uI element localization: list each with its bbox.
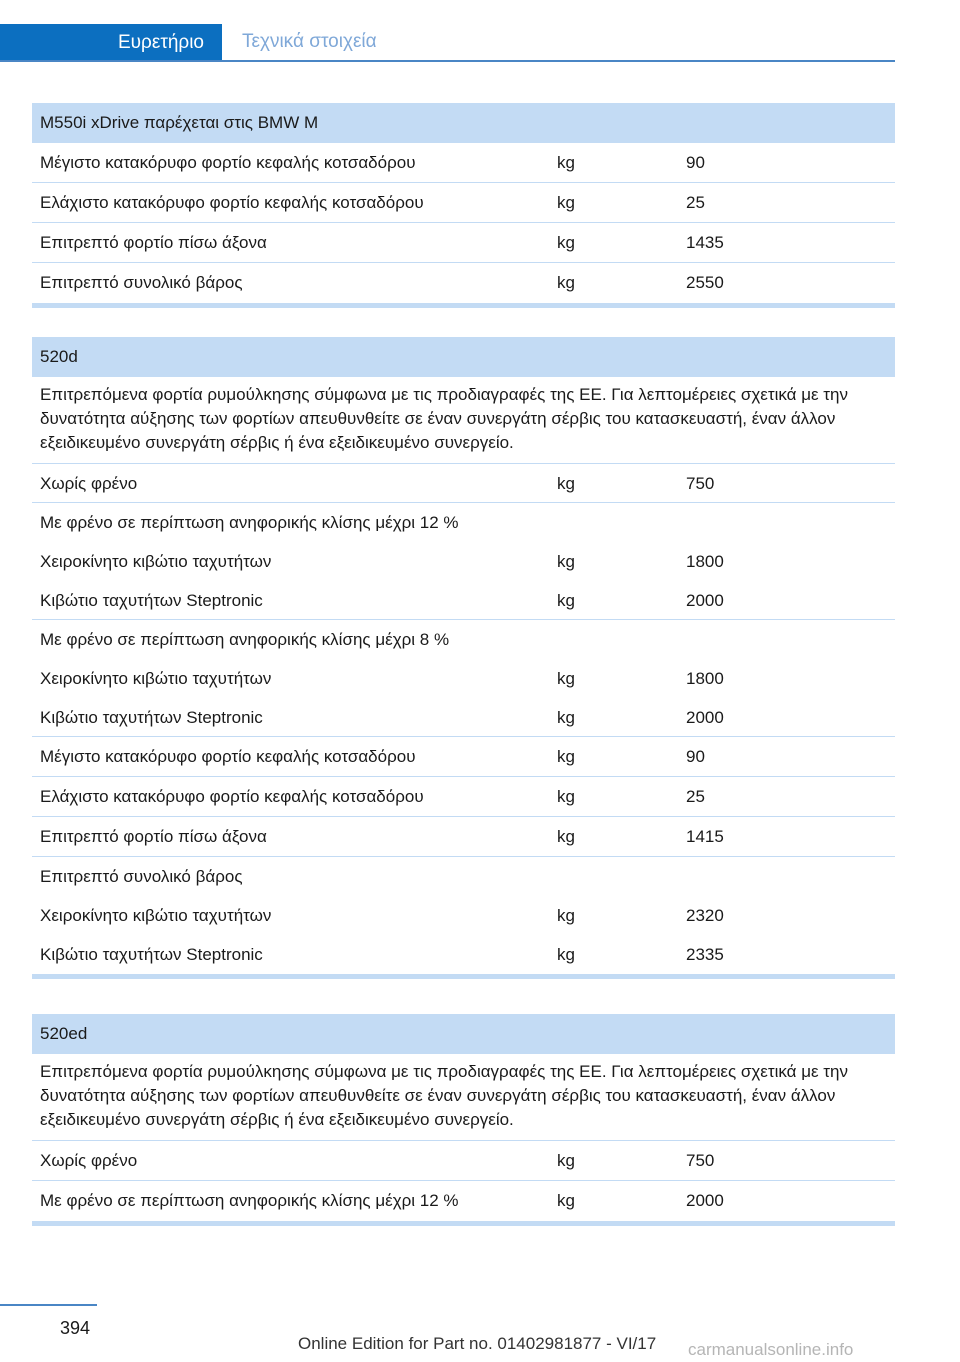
table-row bbox=[32, 737, 895, 777]
table-row bbox=[32, 581, 895, 620]
spec-table-520ed bbox=[32, 1014, 895, 1226]
table-row bbox=[32, 223, 895, 263]
table-header: M550i xDrive παρέχεται στις BMW M bbox=[32, 103, 895, 143]
row-unit: kg bbox=[557, 669, 575, 688]
row-label: Ελάχιστο κατακόρυφο φορτίο κεφαλής κοτσαδόρου bbox=[40, 787, 424, 806]
row-label: Χειροκίνητο κιβώτιο ταχυτήτων bbox=[40, 906, 272, 925]
row-label: Επιτρεπτό συνολικό βάρος bbox=[40, 867, 243, 886]
watermark: carmanualsonline.info bbox=[688, 1340, 854, 1359]
row-value: 1800 bbox=[686, 552, 724, 571]
row-unit: kg bbox=[557, 1191, 575, 1210]
row-unit: kg bbox=[557, 552, 575, 571]
edition-text: Online Edition for Part no. 01402981877 - VI/17 bbox=[298, 1334, 657, 1353]
table-row bbox=[32, 464, 895, 503]
row-value: 2000 bbox=[686, 1191, 724, 1210]
row-value: 1435 bbox=[686, 233, 724, 252]
row-label: Χωρίς φρένο bbox=[40, 474, 138, 493]
table-row bbox=[32, 263, 895, 303]
row-unit: kg bbox=[557, 945, 575, 964]
row-value: 25 bbox=[686, 193, 705, 212]
table-end-bar bbox=[32, 1221, 895, 1226]
row-label: Κιβώτιο ταχυτήτων Steptronic bbox=[40, 708, 263, 727]
tab-technical-data[interactable]: Τεχνικά στοιχεία bbox=[242, 31, 377, 52]
row-value: 2000 bbox=[686, 591, 724, 610]
row-value: 750 bbox=[686, 474, 715, 493]
row-unit: kg bbox=[557, 1151, 575, 1170]
row-label: Επιτρεπτό φορτίο πίσω άξονα bbox=[40, 233, 267, 252]
row-unit: kg bbox=[557, 827, 575, 846]
table-row bbox=[32, 857, 895, 896]
table-row bbox=[32, 777, 895, 817]
page-number: 394 bbox=[60, 1318, 91, 1338]
table-note: Επιτρεπόμενα φορτία ρυμούλκησης σύμφωνα με τις προδιαγραφές της ΕΕ. Για λεπτομέρειες σχετικά με την δυνατότητα αύξησης των φορτίων απευθυνθείτε σε έναν συνεργάτη σέρβις του κατασκευαστή, έναν άλλον εξειδικευμένο συνεργάτη σέρβις ή ένα εξειδικευμένο συνεργείο. bbox=[32, 1054, 895, 1141]
row-value: 1415 bbox=[686, 827, 724, 846]
row-label: Χειροκίνητο κιβώτιο ταχυτήτων bbox=[40, 552, 272, 571]
row-unit: kg bbox=[557, 747, 575, 766]
row-value: 25 bbox=[686, 787, 705, 806]
table-row bbox=[32, 935, 895, 974]
row-label: Κιβώτιο ταχυτήτων Steptronic bbox=[40, 591, 263, 610]
row-label: Με φρένο σε περίπτωση ανηφορικής κλίσης μέχρι 8 % bbox=[40, 630, 450, 649]
row-unit: kg bbox=[557, 273, 575, 292]
row-label: Επιτρεπτό συνολικό βάρος bbox=[40, 273, 243, 292]
row-value: 1800 bbox=[686, 669, 724, 688]
nav-divider bbox=[0, 60, 895, 62]
table-header: 520ed bbox=[32, 1014, 895, 1054]
row-label: Χειροκίνητο κιβώτιο ταχυτήτων bbox=[40, 669, 272, 688]
table-row bbox=[32, 1181, 895, 1221]
row-label: Μέγιστο κατακόρυφο φορτίο κεφαλής κοτσαδόρου bbox=[40, 747, 416, 766]
table-row bbox=[32, 659, 895, 698]
row-label: Χωρίς φρένο bbox=[40, 1151, 138, 1170]
table-end-bar bbox=[32, 974, 895, 979]
row-label: Μέγιστο κατακόρυφο φορτίο κεφαλής κοτσαδόρου bbox=[40, 153, 416, 172]
table-row bbox=[32, 503, 895, 542]
row-unit: kg bbox=[557, 474, 575, 493]
table-end-bar bbox=[32, 303, 895, 308]
row-label: Με φρένο σε περίπτωση ανηφορικής κλίσης μέχρι 12 % bbox=[40, 513, 459, 532]
row-value: 90 bbox=[686, 153, 705, 172]
row-unit: kg bbox=[557, 193, 575, 212]
table-row bbox=[32, 183, 895, 223]
table-row bbox=[32, 817, 895, 857]
top-nav bbox=[0, 24, 895, 62]
row-unit: kg bbox=[557, 153, 575, 172]
table-row bbox=[32, 698, 895, 737]
row-label: Επιτρεπτό φορτίο πίσω άξονα bbox=[40, 827, 267, 846]
table-row bbox=[32, 143, 895, 183]
table-row bbox=[32, 620, 895, 659]
row-label: Κιβώτιο ταχυτήτων Steptronic bbox=[40, 945, 263, 964]
spec-table-520d bbox=[32, 337, 895, 979]
row-value: 750 bbox=[686, 1151, 715, 1170]
table-header: 520d bbox=[32, 337, 895, 377]
tab-index[interactable]: Ευρετήριο bbox=[0, 24, 222, 62]
row-unit: kg bbox=[557, 906, 575, 925]
row-label: Ελάχιστο κατακόρυφο φορτίο κεφαλής κοτσαδόρου bbox=[40, 193, 424, 212]
row-value: 2335 bbox=[686, 945, 724, 964]
table-row bbox=[32, 896, 895, 935]
table-row bbox=[32, 542, 895, 581]
spec-table-m550i bbox=[32, 103, 895, 308]
table-row bbox=[32, 1141, 895, 1181]
row-unit: kg bbox=[557, 787, 575, 806]
row-value: 2320 bbox=[686, 906, 724, 925]
row-value: 90 bbox=[686, 747, 705, 766]
row-value: 2550 bbox=[686, 273, 724, 292]
row-value: 2000 bbox=[686, 708, 724, 727]
table-note: Επιτρεπόμενα φορτία ρυμούλκησης σύμφωνα με τις προδιαγραφές της ΕΕ. Για λεπτομέρειες σχετικά με την δυνατότητα αύξησης των φορτίων απευθυνθείτε σε έναν συνεργάτη σέρβις του κατασκευαστή, έναν άλλον εξειδικευμένο συνεργάτη σέρβις ή ένα εξειδικευμένο συνεργείο. bbox=[32, 377, 895, 464]
row-unit: kg bbox=[557, 233, 575, 252]
row-label: Με φρένο σε περίπτωση ανηφορικής κλίσης μέχρι 12 % bbox=[40, 1191, 459, 1210]
footer-rule bbox=[0, 1304, 97, 1306]
row-unit: kg bbox=[557, 708, 575, 727]
row-unit: kg bbox=[557, 591, 575, 610]
